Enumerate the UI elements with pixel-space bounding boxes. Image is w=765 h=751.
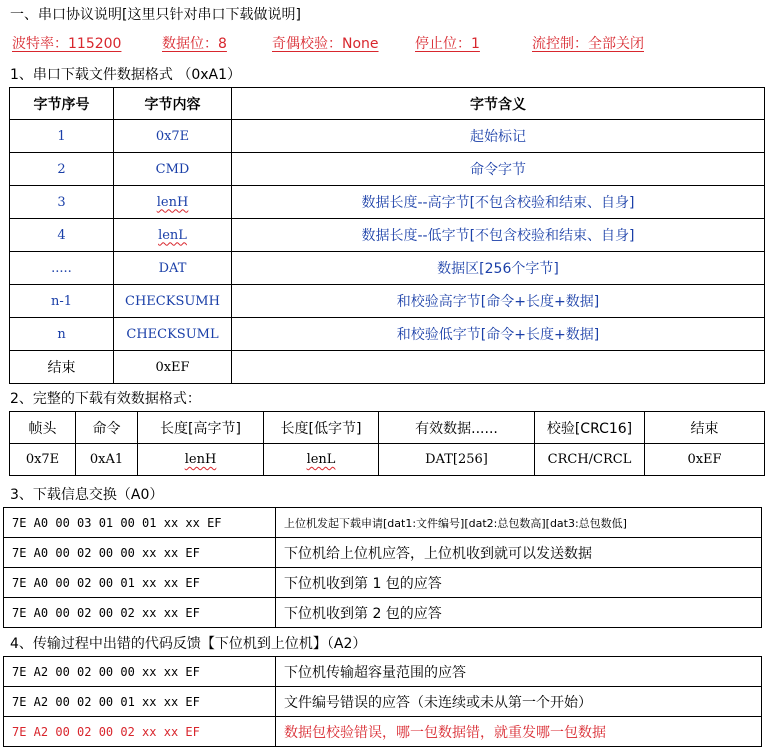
param-stop-bits: 停止位：1 [415,36,480,52]
byte-index: 3 [10,186,114,219]
table-header-row [10,88,765,120]
frame-value-cmd: 0xA1 [76,444,138,476]
table-row [10,285,765,318]
byte-meaning: 和校验高字节[命令+长度+数据] [232,285,765,318]
byte-content: CMD [114,153,232,186]
param-flow-control: 流控制：全部关闭 [532,36,644,52]
byte-meaning [232,351,765,384]
byte-index: n [10,318,114,351]
frame-header-len-low: 长度[低字节] [264,412,379,444]
byte-index: 4 [10,219,114,252]
table-row [4,568,762,598]
hex-code: 7E A2 00 02 00 02 xx xx EF [4,717,276,747]
header-byte-meaning: 字节含义 [232,88,765,120]
frame-header-payload: 有效数据...... [379,412,535,444]
frame-format-table [9,411,765,476]
error-feedback-table [3,656,762,747]
table-row [4,598,762,628]
param-data-bits: 数据位：8 [162,36,227,52]
frame-value-text: lenH [184,452,217,467]
frame-value-len-high [138,444,264,476]
code-description: 下位机给上位机应答，上位机收到就可以发送数据 [276,538,762,568]
table-row [4,657,762,687]
table-row [4,538,762,568]
frame-value-text: lenL [306,452,336,467]
frame-value-len-low [264,444,379,476]
hex-code: 7E A2 00 02 00 01 xx xx EF [4,687,276,717]
table-row [10,153,765,186]
byte-meaning: 数据长度--高字节[不包含校验和结束、自身] [232,186,765,219]
download-exchange-table [3,507,762,628]
byte-index: ..... [10,252,114,285]
byte-content-text: lenH [156,194,189,210]
section4-title: 4、传输过程中出错的代码反馈【下位机到上位机】（A2） [10,636,367,652]
code-description: 下位机收到第 1 包的应答 [276,568,762,598]
byte-content [114,186,232,219]
document-heading: 一、串口协议说明[这里只针对串口下载做说明] [10,7,301,23]
byte-content: 0x7E [114,120,232,153]
byte-content: CHECKSUMH [114,285,232,318]
frame-header-end: 结束 [645,412,765,444]
param-baud-rate: 波特率：115200 [12,36,122,52]
table-row [4,717,762,747]
code-description: 上位机发起下载申请[dat1:文件编号][dat2:总包数高][dat3:总包数低] [276,508,762,538]
hex-code: 7E A0 00 03 01 00 01 xx xx EF [4,508,276,538]
table-row [10,120,765,153]
byte-index: 2 [10,153,114,186]
frame-value-end: 0xEF [645,444,765,476]
header-byte-content: 字节内容 [114,88,232,120]
code-description: 下位机传输超容量范围的应答 [276,657,762,687]
section3-title: 3、下载信息交换（A0） [10,487,164,503]
table-row [4,687,762,717]
table-row [10,186,765,219]
section1-title: 1、串口下载文件数据格式 （0xA1） [10,67,242,83]
byte-content: CHECKSUML [114,318,232,351]
code-description: 下位机收到第 2 包的应答 [276,598,762,628]
frame-value-payload: DAT[256] [379,444,535,476]
code-description: 数据包校验错误，哪一包数据错，就重发哪一包数据 [276,717,762,747]
hex-code: 7E A0 00 02 00 02 xx xx EF [4,598,276,628]
byte-content: 0xEF [114,351,232,384]
byte-index: 1 [10,120,114,153]
hex-code: 7E A0 00 02 00 01 xx xx EF [4,568,276,598]
byte-meaning: 和校验低字节[命令+长度+数据] [232,318,765,351]
download-format-table [9,87,765,384]
table-row [10,444,765,476]
table-row [10,252,765,285]
frame-header-cmd: 命令 [76,412,138,444]
byte-meaning: 起始标记 [232,120,765,153]
frame-value-head: 0x7E [10,444,76,476]
byte-index: 结束 [10,351,114,384]
frame-header-crc: 校验[CRC16] [535,412,645,444]
byte-meaning: 数据区[256个字节] [232,252,765,285]
table-header-row [10,412,765,444]
table-row [10,351,765,384]
hex-code: 7E A2 00 02 00 00 xx xx EF [4,657,276,687]
table-row [4,508,762,538]
hex-code: 7E A0 00 02 00 00 xx xx EF [4,538,276,568]
byte-content [114,219,232,252]
header-byte-index: 字节序号 [10,88,114,120]
byte-index: n-1 [10,285,114,318]
byte-content-text: lenL [158,227,187,243]
frame-header-len-high: 长度[高字节] [138,412,264,444]
byte-meaning: 数据长度--低字节[不包含校验和结束、自身] [232,219,765,252]
table-row [10,318,765,351]
table-row [10,219,765,252]
byte-meaning: 命令字节 [232,153,765,186]
param-parity: 奇偶校验：None [272,36,379,52]
frame-value-crc: CRCH/CRCL [535,444,645,476]
code-description: 文件编号错误的应答（未连续或未从第一个开始） [276,687,762,717]
byte-content: DAT [114,252,232,285]
frame-header-head: 帧头 [10,412,76,444]
section2-title: 2、完整的下载有效数据格式： [10,391,201,407]
